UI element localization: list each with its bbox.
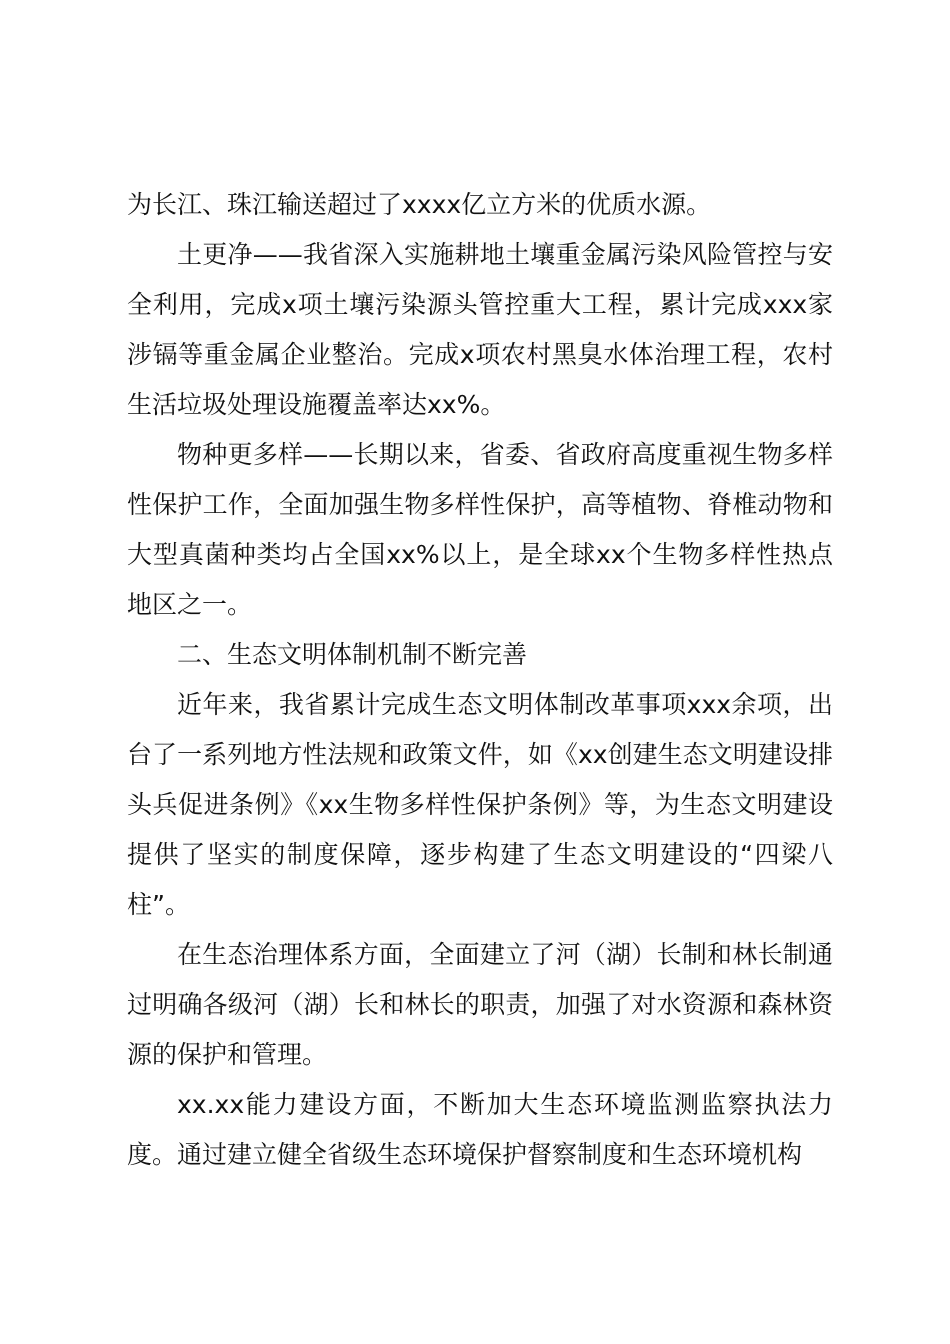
- paragraph-continuation: 为长江、珠江输送超过了xxxx亿立方米的优质水源。: [127, 190, 712, 219]
- document-body: [127, 180, 833, 1180]
- section-heading: 二、生态文明体制机制不断完善: [177, 640, 528, 669]
- paragraph-reform: 近年来，我省累计完成生态文明体制改革事项xxx余项，出台了一系列地方性法规和政策文件，如《xx创建生态文明建设排头兵促进条例》《xx生物多样性保护条例》等，为生态文明建设提供了坚实的制度保障，逐步构建了生态文明建设的“四梁八柱”。: [127, 690, 833, 919]
- paragraph-capacity: xx.xx能力建设方面，不断加大生态环境监测监察执法力度。通过建立健全省级生态环境保护督察制度和生态环境机构: [127, 1090, 833, 1169]
- paragraph-biodiversity: 物种更多样——长期以来，省委、省政府高度重视生物多样性保护工作，全面加强生物多样性保护，高等植物、脊椎动物和大型真菌种类均占全国xx%以上，是全球xx个生物多样性热点地区之一。: [127, 440, 833, 619]
- paragraph-soil: 土更净——我省深入实施耕地土壤重金属污染风险管控与安全利用，完成x项土壤污染源头管控重大工程，累计完成xxx家涉镉等重金属企业整治。完成x项农村黑臭水体治理工程，农村生活垃圾处理设施覆盖率达xx%。: [127, 240, 833, 419]
- paragraph-governance: 在生态治理体系方面，全面建立了河（湖）长制和林长制通过明确各级河（湖）长和林长的职责，加强了对水资源和森林资源的保护和管理。: [127, 940, 833, 1069]
